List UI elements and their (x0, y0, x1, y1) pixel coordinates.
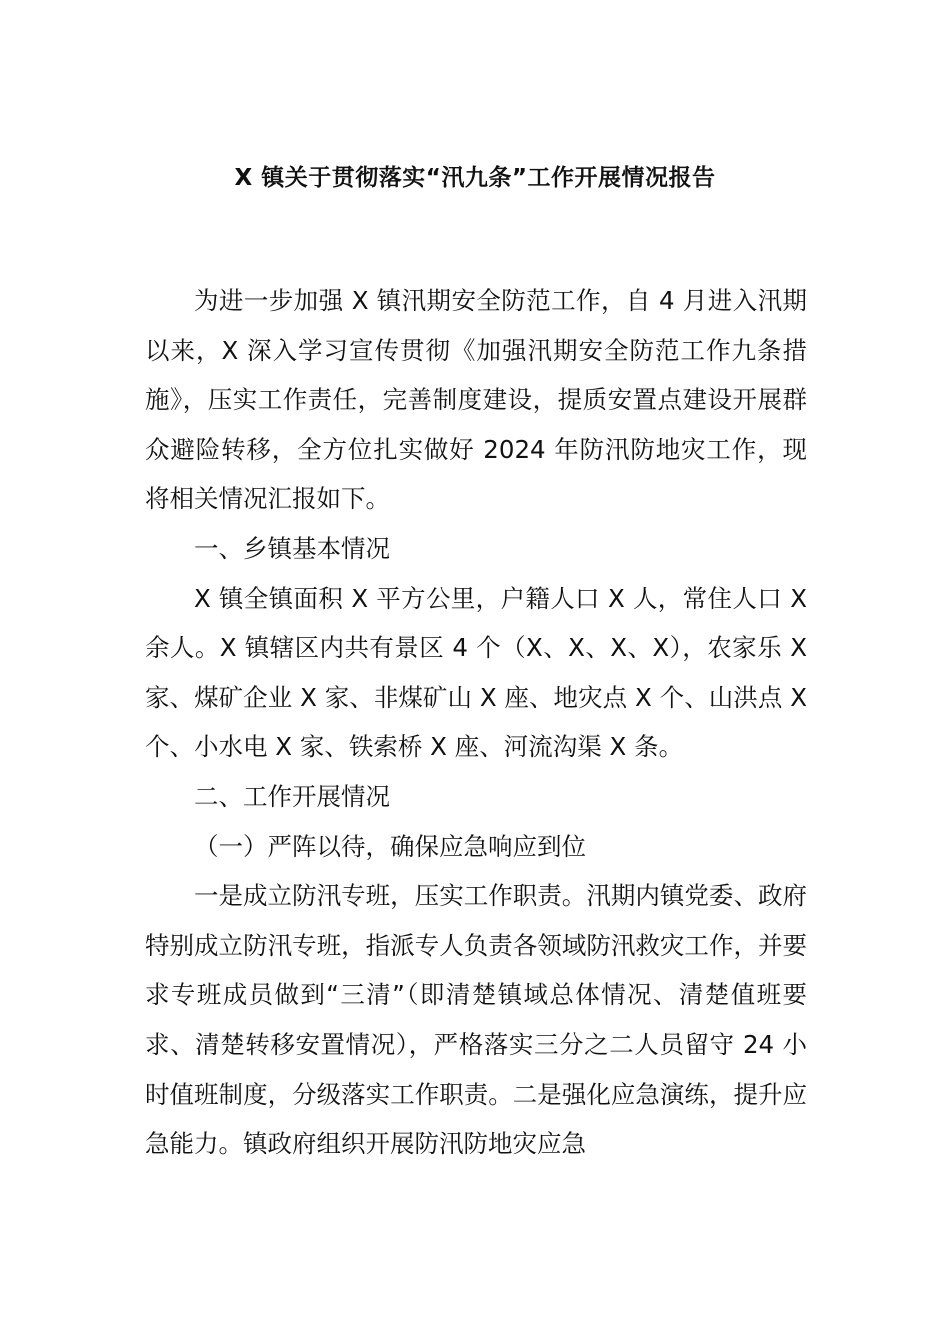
document-body (145, 276, 807, 1169)
section-heading-work-progress: 二、工作开展情况 (194, 781, 390, 811)
intro-paragraph: 为进一步加强 X 镇汛期安全防范工作，自 4 月进入汛期以来，X 深入学习宣传贯彻《加强汛期安全防范工作九条措施》，压实工作责任，完善制度建设，提质安置点建设开展群众避险转移，全方位扎实做好 2024 年防汛防地灾工作，现将相关情况汇报如下。 (145, 286, 807, 514)
document-title: X 镇关于贯彻落实“汛九条”工作开展情况报告 (234, 165, 716, 191)
section-heading-basic-info: 一、乡镇基本情况 (194, 533, 390, 563)
subsection-heading-emergency-response: （一）严阵以待，确保应急响应到位 (194, 831, 586, 861)
emergency-response-paragraph: 一是成立防汛专班，压实工作职责。汛期内镇党委、政府特别成立防汛专班，指派专人负责各领域防汛救灾工作，并要求专班成员做到“三清”（即清楚镇域总体情况、清楚值班要求、清楚转移安置情况），严格落实三分之二人员留守 24 小时值班制度，分级落实工作职责。二是强化应急演练，提升应急能力。镇政府组织开展防汛防地灾应急 (145, 881, 807, 1159)
basic-info-paragraph: X 镇全镇面积 X 平方公里，户籍人口 X 人，常住人口 X 余人。X 镇辖区内共有景区 4 个（X、X、X、X），农家乐 X 家、煤矿企业 X 家、非煤矿山 X 座、地灾点 X 个、山洪点 X 个、小水电 X 家、铁索桥 X 座、河流沟渠 X 条。 (145, 583, 807, 762)
